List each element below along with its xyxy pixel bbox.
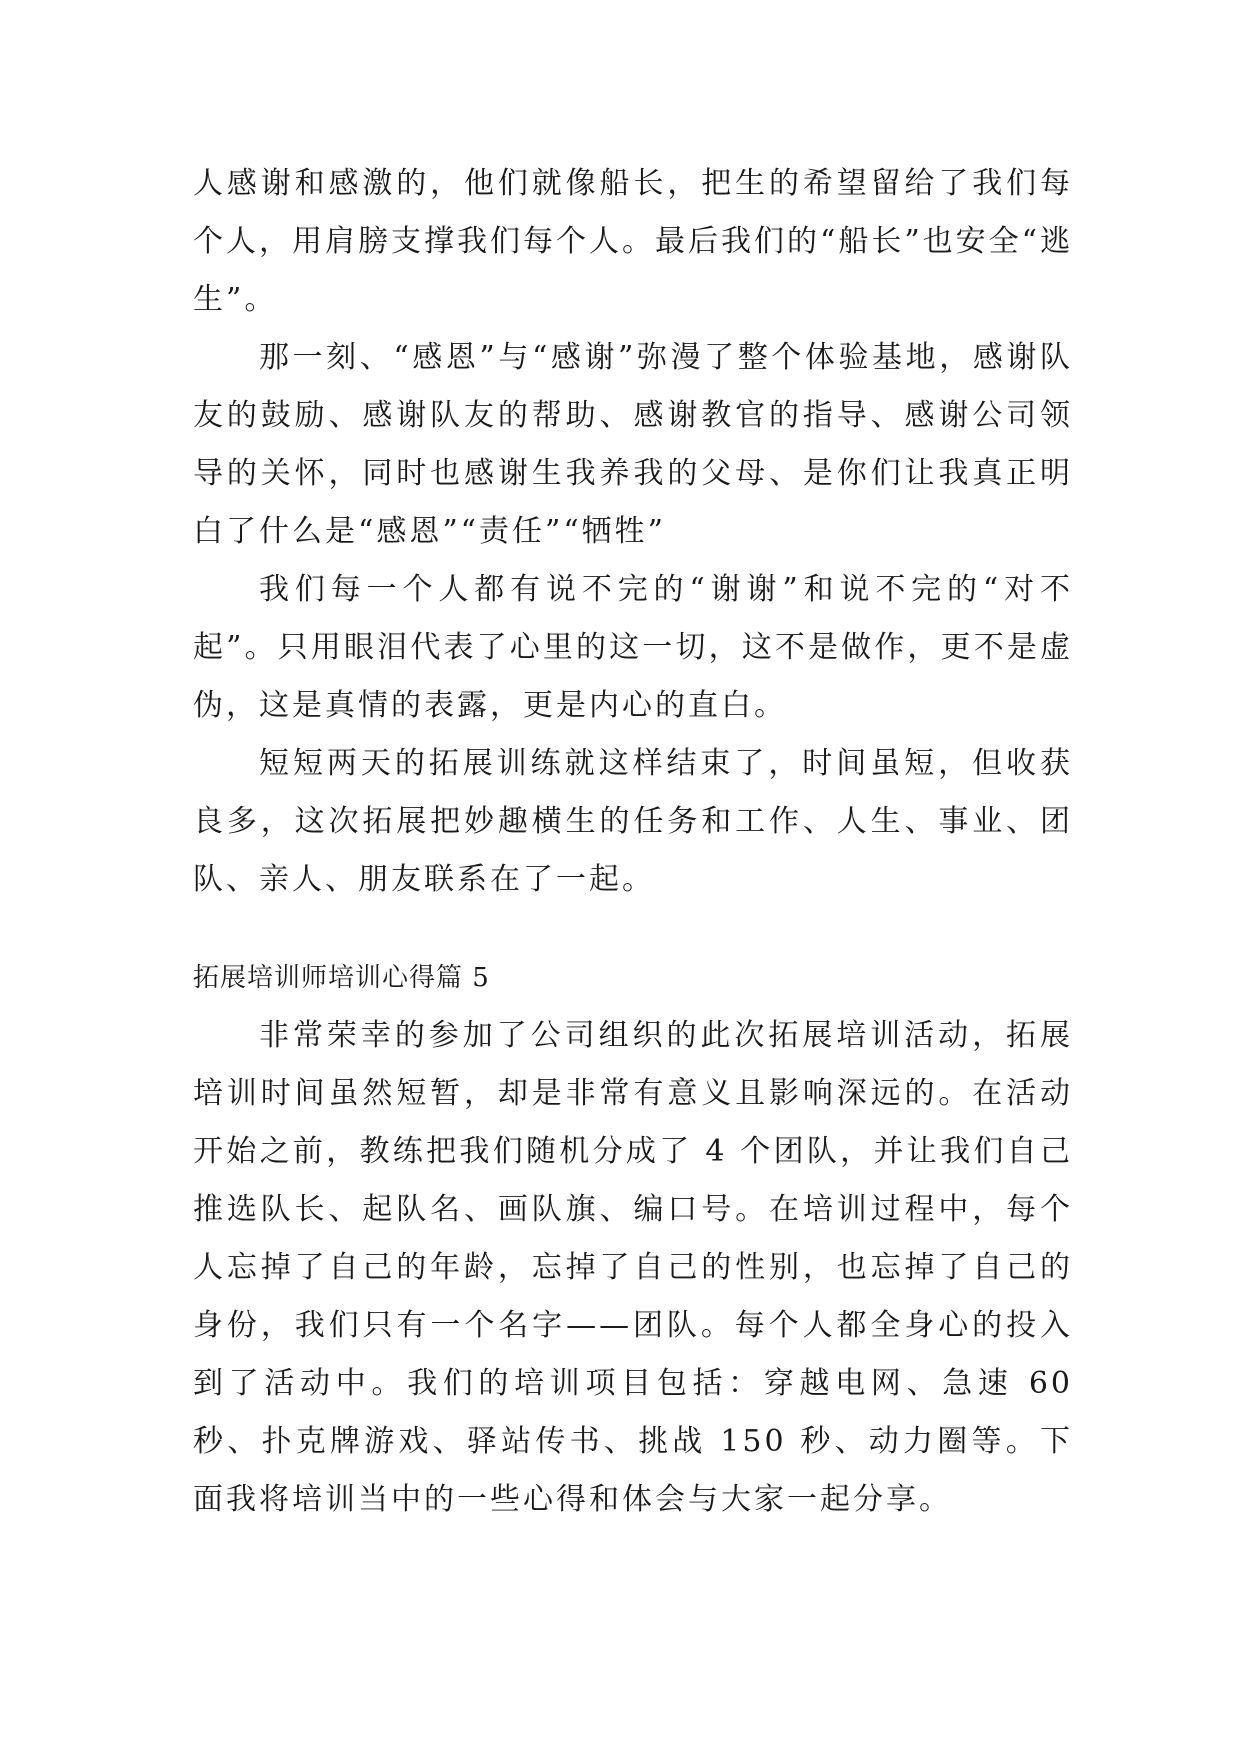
paragraph-conclusion: 短短两天的拓展训练就这样结束了，时间虽短，但收获良多，这次拓展把妙趣横生的任务和工作、人生、事业、团队、亲人、朋友联系在了一起。 — [193, 746, 1073, 897]
paragraph-section-5-intro: 非常荣幸的参加了公司组织的此次拓展培训活动，拓展培训时间虽然短暂，却是非常有意义且影响深远的。在活动开始之前，教练把我们随机分成了 4 个团队，并让我们自己推选队长、起队名、画队旗、编口号。在培训过程中，每个人忘掉了自己的年龄，忘掉了自己的性别，也忘掉了自己的身份，我们只有一个名字——团队。每个人都全身心的投入到了活动中。我们的培训项目包括：穿越电网、急速 60 秒、扑克牌游戏、驿站传书、挑战 150 秒、动力圈等。下面我将培训当中的一些心得和体会与大家一起分享。 — [193, 1018, 1073, 1517]
paragraph-gratitude: 那一刻、“感恩”与“感谢”弥漫了整个体验基地，感谢队友的鼓励、感谢队友的帮助、感谢教官的指导、感谢公司领导的关怀，同时也感谢生我养我的父母、是你们让我真正明白了什么是“感恩”“责任”“牺牲” — [193, 340, 1073, 549]
document-body — [193, 155, 1073, 1529]
paragraph-thanks-sorry: 我们每一个人都有说不完的“谢谢”和说不完的“对不起”。只用眼泪代表了心里的这一切，这不是做作，更不是虚伪，这是真情的表露，更是内心的直白。 — [193, 572, 1073, 723]
section-title: 拓展培训师培训心得篇 5 — [193, 963, 490, 993]
paragraph-continuation: 人感谢和感激的，他们就像船长，把生的希望留给了我们每个人，用肩膀支撑我们每个人。最后我们的“船长”也安全“逃生”。 — [193, 166, 1074, 317]
